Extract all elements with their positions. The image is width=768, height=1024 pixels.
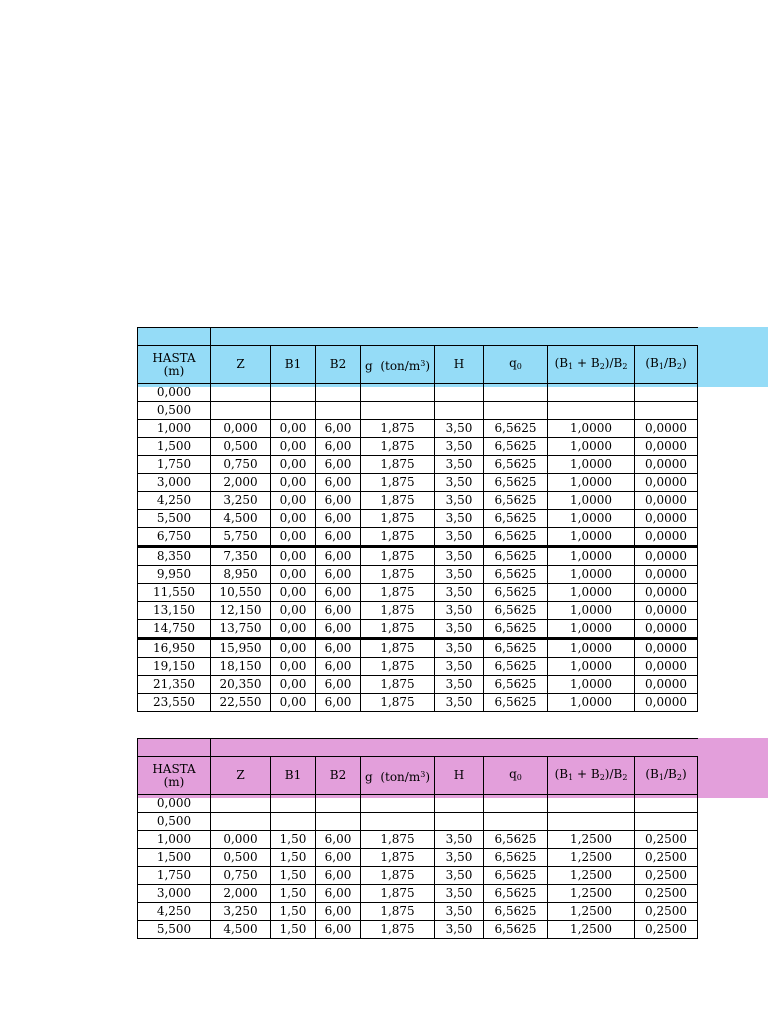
table-cell: 1,875 [361, 639, 435, 658]
table-cell: 3,50 [435, 903, 484, 921]
table-cell: 1,000 [138, 420, 211, 438]
table-cell: 3,50 [435, 676, 484, 694]
table-cell: 0,0000 [635, 456, 698, 474]
table-row [138, 885, 698, 903]
table-row [138, 903, 698, 921]
col-header-q0: $q_0$ [484, 757, 548, 795]
col-header-b1: B1 [271, 757, 316, 795]
table-cell: 1,750 [138, 867, 211, 885]
table-cell: 6,5625 [484, 921, 548, 939]
table-cell: 3,50 [435, 602, 484, 620]
table-cell: 3,50 [435, 566, 484, 584]
table-cell: 6,750 [138, 528, 211, 547]
table-cell: 14,750 [138, 620, 211, 639]
table-cell: 13,150 [138, 602, 211, 620]
table-cell: 1,0000 [548, 639, 635, 658]
table-cell [361, 384, 435, 402]
table-cell: 3,50 [435, 831, 484, 849]
table-cell: 0,00 [271, 584, 316, 602]
table-row [138, 795, 698, 813]
table-cell: 1,000 [138, 831, 211, 849]
table-cell: 0,2500 [635, 903, 698, 921]
table-cell: 6,5625 [484, 676, 548, 694]
table-cell: 3,50 [435, 456, 484, 474]
table-row [138, 384, 698, 402]
table-cell: 3,50 [435, 510, 484, 528]
table-cell: 1,0000 [548, 658, 635, 676]
table-cell: 1,875 [361, 420, 435, 438]
table-cell [271, 384, 316, 402]
table-cell: 1,0000 [548, 492, 635, 510]
table-cell: 0,0000 [635, 694, 698, 712]
table-row [138, 831, 698, 849]
table-cell: 0,2500 [635, 885, 698, 903]
col-header-ratio-sum: $(B_1 + B_2)/B_2$ [548, 346, 635, 384]
table-cell: 0,0000 [635, 676, 698, 694]
table-cell: 0,00 [271, 566, 316, 584]
table-cell: 0,00 [271, 474, 316, 492]
table-cell: 6,00 [316, 658, 361, 676]
table-row [138, 921, 698, 939]
col-header-b1: B1 [271, 346, 316, 384]
table-cell: 0,00 [271, 658, 316, 676]
col-header-g: g $(ton/m^3)$ [361, 757, 435, 795]
table-cell: 3,50 [435, 885, 484, 903]
table-row [138, 676, 698, 694]
table-cell: 0,2500 [635, 921, 698, 939]
table-cell: 3,50 [435, 547, 484, 566]
table-cell: 6,00 [316, 885, 361, 903]
table-cell: 1,0000 [548, 474, 635, 492]
table-cell: 3,250 [211, 903, 271, 921]
table-row [138, 420, 698, 438]
table-cell: 6,00 [316, 921, 361, 939]
table-cell: 0,0000 [635, 639, 698, 658]
table-cell: 1,0000 [548, 602, 635, 620]
table-cell: 6,5625 [484, 420, 548, 438]
table-cell: 1,2500 [548, 885, 635, 903]
col-header-ratio: $(B_1/B_2)$ [635, 757, 698, 795]
table-row [138, 456, 698, 474]
table-row [138, 813, 698, 831]
table-cell: 0,2500 [635, 867, 698, 885]
table-cell: 6,00 [316, 849, 361, 867]
table-cell: 1,0000 [548, 438, 635, 456]
table-cell [435, 402, 484, 420]
table-cell: 1,0000 [548, 420, 635, 438]
table-cell [635, 813, 698, 831]
table-cell: 6,5625 [484, 528, 548, 547]
table-cell: 4,250 [138, 903, 211, 921]
table-cell: 1,875 [361, 547, 435, 566]
table-cell: 1,50 [271, 849, 316, 867]
table-cell: 3,50 [435, 694, 484, 712]
table-cell: 0,00 [271, 510, 316, 528]
table-cell: 0,0000 [635, 584, 698, 602]
table-cell [548, 402, 635, 420]
table-cell [635, 384, 698, 402]
table-cell [435, 813, 484, 831]
table-cell: 1,875 [361, 676, 435, 694]
table-cell: 1,875 [361, 528, 435, 547]
table-row [138, 492, 698, 510]
table-cell: 1,0000 [548, 528, 635, 547]
table-cell: 11,550 [138, 584, 211, 602]
table-cell: 4,500 [211, 921, 271, 939]
table-cell: 0,500 [138, 813, 211, 831]
table-cell [361, 402, 435, 420]
table-cell: 1,2500 [548, 831, 635, 849]
table-cell: 6,00 [316, 566, 361, 584]
table-cell [484, 402, 548, 420]
table-cell: 1,875 [361, 584, 435, 602]
table-cell: 7,350 [211, 547, 271, 566]
table-cell: 3,50 [435, 420, 484, 438]
table-row [138, 639, 698, 658]
table-cell: 6,5625 [484, 438, 548, 456]
table-cell [435, 795, 484, 813]
table-cell: 1,2500 [548, 849, 635, 867]
table-cell: 20,350 [211, 676, 271, 694]
table-cell: 6,00 [316, 620, 361, 639]
table-cell: 6,5625 [484, 903, 548, 921]
table-cell: 1,50 [271, 903, 316, 921]
table-row [138, 402, 698, 420]
table-cell: 6,00 [316, 676, 361, 694]
table-cell: 1,875 [361, 566, 435, 584]
table-cell: 0,00 [271, 456, 316, 474]
table-cell: 0,0000 [635, 658, 698, 676]
table-cell: 1,50 [271, 867, 316, 885]
table-cell: 1,875 [361, 903, 435, 921]
table-cell: 21,350 [138, 676, 211, 694]
table-cell: 6,00 [316, 420, 361, 438]
table-cell: 6,00 [316, 547, 361, 566]
table-cell: 1,0000 [548, 456, 635, 474]
table-cell: 6,00 [316, 492, 361, 510]
table-cell: 0,0000 [635, 438, 698, 456]
table-cell: 0,00 [271, 639, 316, 658]
table-cell: 1,0000 [548, 566, 635, 584]
table-cell: 8,950 [211, 566, 271, 584]
table-cell: 6,00 [316, 438, 361, 456]
table-cell: 1,875 [361, 456, 435, 474]
table-cell: 6,00 [316, 831, 361, 849]
table-cell [484, 795, 548, 813]
table-cell: 1,750 [138, 456, 211, 474]
table-cell: 6,5625 [484, 831, 548, 849]
table-cell: 19,150 [138, 658, 211, 676]
table-cell [211, 813, 271, 831]
table-cell: 0,00 [271, 694, 316, 712]
table-cell: 1,0000 [548, 694, 635, 712]
table-cell: 6,5625 [484, 510, 548, 528]
table-cell: 0,00 [271, 547, 316, 566]
table-row [138, 849, 698, 867]
table-cell: 1,875 [361, 831, 435, 849]
table-cell [316, 813, 361, 831]
table-row [138, 602, 698, 620]
table-cell: 3,50 [435, 584, 484, 602]
table-cell: 0,00 [271, 620, 316, 639]
table-cell: 1,875 [361, 510, 435, 528]
table-cell: 1,875 [361, 602, 435, 620]
table-cell: 3,50 [435, 528, 484, 547]
table-1-body [138, 384, 698, 712]
table-cell: 0,00 [271, 420, 316, 438]
table-cell [361, 813, 435, 831]
table-cell: 16,950 [138, 639, 211, 658]
table-cell: 0,000 [138, 384, 211, 402]
table-cell: 1,2500 [548, 903, 635, 921]
table-row [138, 584, 698, 602]
table-cell: 22,550 [211, 694, 271, 712]
table-cell: 13,750 [211, 620, 271, 639]
table-cell: 0,500 [211, 849, 271, 867]
col-header-b2: B2 [316, 346, 361, 384]
table-cell: 3,50 [435, 438, 484, 456]
col-header-hasta: HASTA (m) [138, 346, 211, 384]
table-cell [548, 813, 635, 831]
table-cell: 1,0000 [548, 676, 635, 694]
table-cell [361, 795, 435, 813]
table-cell: 3,250 [211, 492, 271, 510]
table-cell: 12,150 [211, 602, 271, 620]
table-cell: 1,2500 [548, 921, 635, 939]
table-cell: 1,875 [361, 694, 435, 712]
col-header-z: Z [211, 757, 271, 795]
table-cell [211, 795, 271, 813]
table-cell [435, 384, 484, 402]
table-row [138, 566, 698, 584]
table-cell [548, 384, 635, 402]
table-cell: 0,0000 [635, 420, 698, 438]
table-cell: 1,0000 [548, 547, 635, 566]
table-cell: 6,5625 [484, 885, 548, 903]
table-cell: 6,5625 [484, 547, 548, 566]
table-cell: 0,2500 [635, 849, 698, 867]
col-header-ratio-sum: $(B_1 + B_2)/B_2$ [548, 757, 635, 795]
table-cell: 3,000 [138, 474, 211, 492]
table-cell: 1,500 [138, 849, 211, 867]
table-cell: 1,875 [361, 620, 435, 639]
table-cell: 1,500 [138, 438, 211, 456]
table-cell: 0,0000 [635, 510, 698, 528]
table-cell: 6,5625 [484, 584, 548, 602]
table-cell [271, 813, 316, 831]
header-spacer-cell [211, 328, 698, 346]
table-cell: 6,00 [316, 528, 361, 547]
table-cell: 0,00 [271, 676, 316, 694]
table-cell: 6,5625 [484, 849, 548, 867]
table-cell: 23,550 [138, 694, 211, 712]
table-cell: 4,250 [138, 492, 211, 510]
table-cell: 6,00 [316, 584, 361, 602]
table-cell [211, 402, 271, 420]
table-cell: 1,875 [361, 492, 435, 510]
table-cell [271, 795, 316, 813]
table-cell: 0,0000 [635, 492, 698, 510]
col-header-b2: B2 [316, 757, 361, 795]
table-cell: 15,950 [211, 639, 271, 658]
table-cell: 1,875 [361, 867, 435, 885]
table-cell: 1,875 [361, 885, 435, 903]
table-row [138, 528, 698, 547]
table-cell [548, 795, 635, 813]
table-cell: 2,000 [211, 474, 271, 492]
table-cell: 3,50 [435, 492, 484, 510]
table-cell: 0,0000 [635, 474, 698, 492]
table-cell [271, 402, 316, 420]
table-cell [316, 795, 361, 813]
table-cell: 6,00 [316, 456, 361, 474]
table-row [138, 620, 698, 639]
table-cell: 6,5625 [484, 694, 548, 712]
table-cell: 0,00 [271, 602, 316, 620]
table-cell: 3,50 [435, 849, 484, 867]
table-cell: 1,0000 [548, 584, 635, 602]
table-cell: 2,000 [211, 885, 271, 903]
table-cell: 0,0000 [635, 547, 698, 566]
table-cell: 1,875 [361, 438, 435, 456]
table-cell: 0,0000 [635, 620, 698, 639]
table-cell: 5,500 [138, 921, 211, 939]
table-cell: 0,500 [211, 438, 271, 456]
table-cell: 5,500 [138, 510, 211, 528]
col-header-h: H [435, 757, 484, 795]
table-cell: 6,5625 [484, 867, 548, 885]
table-cell: 3,50 [435, 474, 484, 492]
table-cell: 6,5625 [484, 639, 548, 658]
table-cell [635, 402, 698, 420]
table-cell: 1,50 [271, 921, 316, 939]
table-cell [316, 402, 361, 420]
table-row [138, 867, 698, 885]
table-cell: 9,950 [138, 566, 211, 584]
col-header-q0: $q_0$ [484, 346, 548, 384]
header-spacer-cell [138, 739, 211, 757]
table-cell: 1,875 [361, 921, 435, 939]
table-cell: 6,00 [316, 510, 361, 528]
table-cell: 6,5625 [484, 602, 548, 620]
table-cell: 3,50 [435, 921, 484, 939]
col-header-ratio: $(B_1/B_2)$ [635, 346, 698, 384]
table-row [138, 658, 698, 676]
table-cell [484, 384, 548, 402]
table-cell: 0,0000 [635, 566, 698, 584]
table-row [138, 547, 698, 566]
table-cell: 0,0000 [635, 602, 698, 620]
table-cell: 4,500 [211, 510, 271, 528]
table-cell: 0,750 [211, 456, 271, 474]
table-cell: 6,5625 [484, 658, 548, 676]
table-cell: 5,750 [211, 528, 271, 547]
col-header-z: Z [211, 346, 271, 384]
col-header-h: H [435, 346, 484, 384]
table-row [138, 694, 698, 712]
table-cell: 0,750 [211, 867, 271, 885]
table-cell: 1,875 [361, 849, 435, 867]
table-cell: 0,00 [271, 492, 316, 510]
table-cell: 0,000 [138, 795, 211, 813]
results-table-2 [137, 738, 698, 939]
table-cell: 6,00 [316, 602, 361, 620]
table-cell: 0,0000 [635, 528, 698, 547]
table-2-body [138, 795, 698, 939]
table-cell: 1,0000 [548, 620, 635, 639]
table-cell: 3,000 [138, 885, 211, 903]
table-cell: 6,00 [316, 474, 361, 492]
col-header-g: g $(ton/m^3)$ [361, 346, 435, 384]
header-spacer-cell [211, 739, 698, 757]
table-cell [316, 384, 361, 402]
table-cell: 6,5625 [484, 620, 548, 639]
table-row [138, 438, 698, 456]
table-cell [635, 795, 698, 813]
table-cell: 1,50 [271, 885, 316, 903]
table-cell: 0,2500 [635, 831, 698, 849]
table-cell: 0,000 [211, 831, 271, 849]
table-cell: 6,00 [316, 867, 361, 885]
header-spacer-cell [138, 328, 211, 346]
table-cell: 6,00 [316, 903, 361, 921]
table-cell: 1,875 [361, 658, 435, 676]
table-cell: 3,50 [435, 658, 484, 676]
table-cell: 3,50 [435, 867, 484, 885]
table-cell: 3,50 [435, 620, 484, 639]
table-cell: 10,550 [211, 584, 271, 602]
table-cell: 1,0000 [548, 510, 635, 528]
table-cell: 6,00 [316, 639, 361, 658]
table-row [138, 474, 698, 492]
table-cell: 0,00 [271, 528, 316, 547]
col-header-hasta: HASTA (m) [138, 757, 211, 795]
table-cell: 1,50 [271, 831, 316, 849]
table-cell: 0,500 [138, 402, 211, 420]
table-cell: 6,00 [316, 694, 361, 712]
table-cell: 6,5625 [484, 566, 548, 584]
table-cell: 6,5625 [484, 474, 548, 492]
table-cell: 0,000 [211, 420, 271, 438]
table-cell [211, 384, 271, 402]
table-cell: 1,2500 [548, 867, 635, 885]
table-cell [484, 813, 548, 831]
table-cell: 0,00 [271, 438, 316, 456]
table-cell: 18,150 [211, 658, 271, 676]
results-table-1 [137, 327, 698, 712]
table-cell: 6,5625 [484, 456, 548, 474]
table-cell: 1,875 [361, 474, 435, 492]
table-row [138, 510, 698, 528]
table-cell: 6,5625 [484, 492, 548, 510]
table-cell: 3,50 [435, 639, 484, 658]
table-cell: 8,350 [138, 547, 211, 566]
